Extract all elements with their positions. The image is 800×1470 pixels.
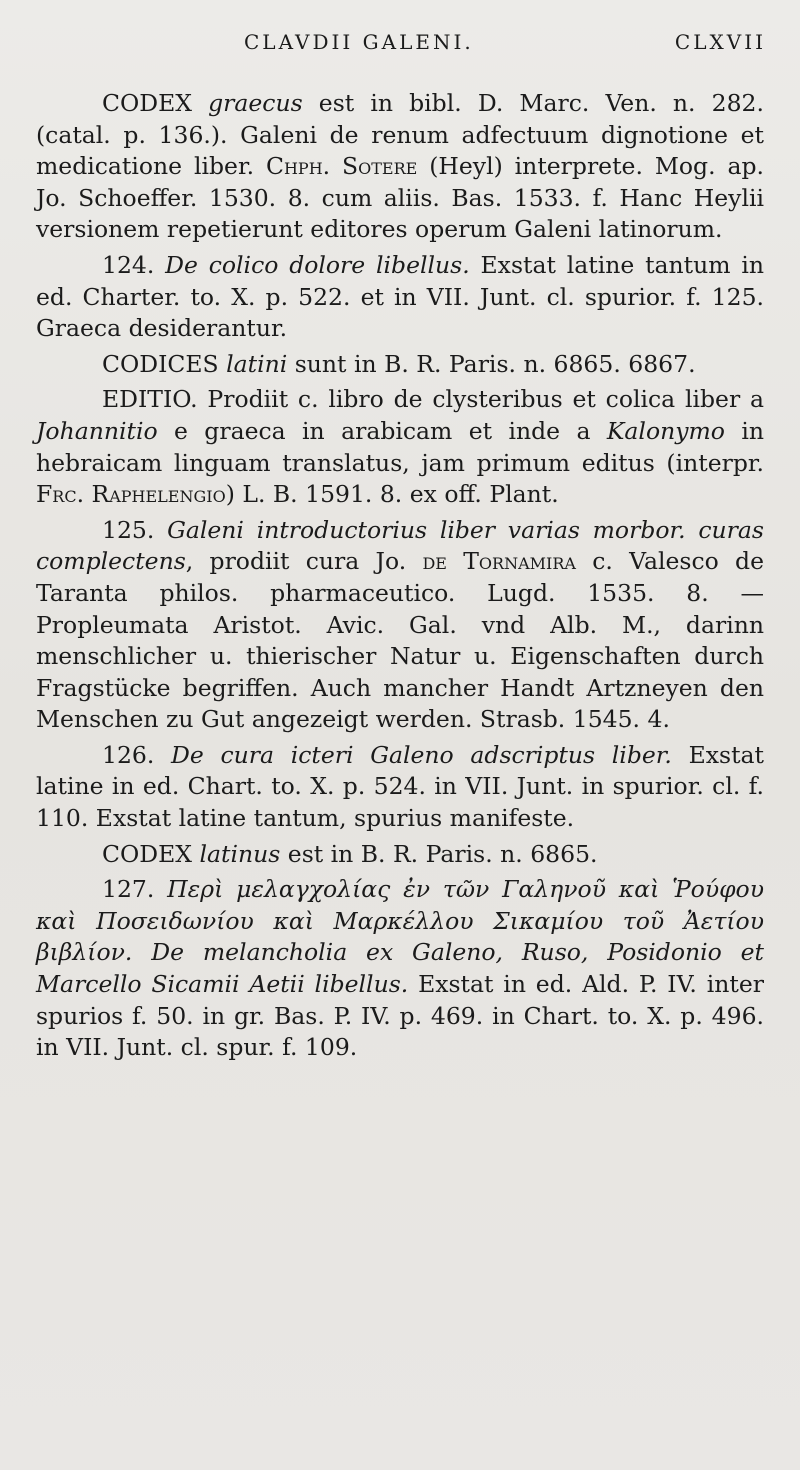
editor-name: de Tornamira — [422, 547, 576, 576]
paragraph-codex-graecus — [36, 88, 764, 246]
translator-name-2: Kalonymo — [606, 416, 725, 445]
entry-number: 125. — [102, 515, 155, 544]
codex-language: graecus — [208, 89, 303, 117]
codex-editions: (Heyl) interprete. Mog. ap. Jo. Schoeffer. 1530. 8. cum aliis. Bas. 1533. f. Hanc Heylii versionem repetierunt editores operum Galeni latinorum. — [36, 152, 764, 244]
paragraph-codex-latinus — [36, 839, 764, 871]
codex-location: est in B. R. Paris. n. 6865. — [287, 839, 598, 868]
entry-text: Exstat latine tantum in ed. Charter. to. X. p. 522. et in VII. Junt. cl. spurior. f. 125. Graeca desiderantur. — [36, 250, 764, 343]
interpreter-name: Frc. Raphelengio — [36, 480, 226, 509]
entry-latin-title: De melancholia ex Galeno, Ruso, Posidonio et Marcello Sicamii Aetii libellus. — [36, 938, 764, 999]
entry-text-1: , prodiit cura Jo. — [185, 547, 407, 576]
entry-text-2: c. Valesco de Taranta philos. pharmaceutico. Lugd. 1535. 8. — Propleumata Aristot. Avic. Gal. vnd Alb. M., darinn menschlicher u. thierischer Natur u. Eigenschaften durch Fragstücke begriffen. Auch mancher Handt Artzneyen den Menschen zu Gut angezeigt werden. Strasb. 1545. 4. — [36, 547, 764, 734]
entry-text: Exstat latine in ed. Chart. to. X. p. 524. in VII. Junt. in spurior. cl. f. 110. Exstat latine tantum, spurius manifeste. — [36, 740, 764, 833]
entry-124 — [36, 250, 764, 345]
entry-title: De colico dolore libellus. — [165, 250, 470, 279]
entry-text: Exstat in ed. Ald. P. IV. inter spurios f. 50. in gr. Bas. P. IV. p. 469. in Chart. to. X. p. 496. in VII. Junt. cl. spur. f. 109. — [36, 970, 764, 1062]
editio-text-4: ) L. B. 1591. 8. ex off. Plant. — [225, 480, 559, 509]
codex-language: latinus — [199, 839, 281, 868]
entry-number: 127. — [102, 875, 155, 904]
entry-title: De cura icteri Galeno adscriptus liber. — [171, 740, 672, 769]
codex-label: CODEX — [102, 89, 192, 117]
editio-text-3: in hebraicam linguam translatus, jam primum editus (interpr. — [36, 416, 764, 477]
interpreter-name: Chph. Sotere — [266, 152, 418, 181]
codices-location: sunt in B. R. Paris. n. 6865. 6867. — [294, 349, 696, 378]
codices-language: latini — [226, 349, 288, 378]
editio-text-2: e graeca in arabicam et inde a — [174, 416, 591, 445]
entry-127 — [36, 874, 764, 1064]
editio-label: EDITIO. — [102, 385, 198, 414]
entry-125 — [36, 515, 764, 736]
editio-text-1: Prodiit c. libro de clysteribus et colica liber a — [207, 385, 764, 414]
translator-name-1: Johannitio — [36, 416, 158, 445]
entry-number: 126. — [102, 740, 155, 769]
entry-126 — [36, 740, 764, 835]
codices-label: CODICES — [102, 349, 219, 378]
paragraph-editio — [36, 384, 764, 510]
page-number: CLXVII — [674, 30, 766, 54]
entry-title: Galeni introductorius liber varias morbor. curas complectens — [36, 515, 764, 576]
codex-label: CODEX — [102, 839, 192, 868]
running-title: CLAVDII GALENI. — [244, 30, 474, 54]
entry-greek-title: Περὶ μελαγχολίας ἐν τῶν Γαληνοῦ καὶ Ῥούφου καὶ Ποσειδωνίου καὶ Μαρκέλλου Σικαμίου τοῦ Ἀετίου βιβλίον. — [36, 875, 764, 967]
entry-number: 124. — [102, 250, 155, 279]
page-body — [36, 88, 764, 1068]
running-header — [38, 30, 766, 64]
paragraph-codices-latini — [36, 349, 764, 381]
codex-description: est in bibl. D. Marc. Ven. n. 282. (catal. p. 136.). Galeni de renum adfectuum dignotione et medicatione liber. — [36, 89, 764, 181]
